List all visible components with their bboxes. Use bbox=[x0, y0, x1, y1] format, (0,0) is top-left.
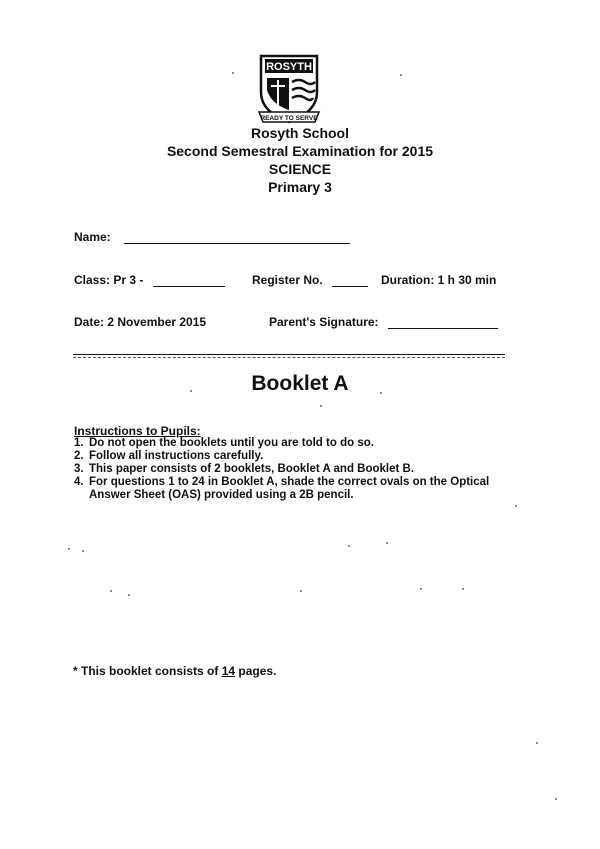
instruction-item bbox=[74, 450, 514, 463]
crest-motto-text: READY TO SERVE bbox=[260, 115, 318, 122]
scan-speck bbox=[68, 548, 70, 550]
instruction-number: 3. bbox=[74, 463, 84, 475]
scan-speck bbox=[386, 542, 388, 544]
class-blank[interactable] bbox=[153, 286, 225, 287]
class-row bbox=[74, 273, 225, 287]
scan-speck bbox=[190, 390, 192, 392]
signature-blank[interactable] bbox=[388, 328, 498, 329]
name-label: Name: bbox=[74, 230, 111, 244]
register-blank[interactable] bbox=[332, 286, 368, 287]
instruction-number: 4. bbox=[74, 476, 84, 488]
scan-speck bbox=[555, 798, 557, 800]
instruction-number: 1. bbox=[74, 437, 84, 449]
scan-speck bbox=[515, 505, 517, 507]
exam-title: Second Semestral Examination for 2015 bbox=[166, 143, 434, 159]
signature-row bbox=[269, 315, 498, 329]
subject-title: SCIENCE bbox=[268, 161, 332, 177]
instruction-item bbox=[74, 437, 514, 450]
scan-speck bbox=[348, 545, 350, 547]
instruction-text: Do not open the booklets until you are told to do so. bbox=[89, 437, 374, 449]
scan-speck bbox=[420, 588, 422, 590]
name-row bbox=[74, 230, 350, 244]
scan-speck bbox=[380, 392, 382, 394]
instruction-text: This paper consists of 2 booklets, Booklet A and Booklet B. bbox=[89, 463, 415, 475]
school-name: Rosyth School bbox=[250, 125, 349, 141]
register-label: Register No. bbox=[252, 273, 323, 287]
scan-speck bbox=[232, 72, 234, 74]
scan-speck bbox=[128, 594, 130, 596]
scan-speck bbox=[320, 405, 322, 407]
divider-line-secondary bbox=[73, 357, 505, 358]
divider-line bbox=[73, 354, 505, 355]
instruction-text: Follow all instructions carefully. bbox=[89, 450, 264, 462]
instruction-item bbox=[74, 463, 514, 476]
instructions-title: Instructions to Pupils: bbox=[74, 424, 201, 438]
instruction-number: 2. bbox=[74, 450, 84, 462]
scan-speck bbox=[400, 74, 402, 76]
page-count-suffix: pages. bbox=[235, 664, 277, 678]
signature-label: Parent's Signature: bbox=[269, 315, 379, 329]
instruction-text: For questions 1 to 24 in Booklet A, shade the correct ovals on the Optical Answer Sheet (OAS) provided using a 2B pencil. bbox=[89, 476, 490, 501]
instruction-item bbox=[74, 476, 514, 502]
class-label: Class: Pr 3 - bbox=[74, 273, 144, 287]
level-title: Primary 3 bbox=[268, 179, 332, 195]
register-row bbox=[252, 273, 368, 287]
duration-text: Duration: 1 h 30 min bbox=[381, 273, 497, 287]
instructions-list bbox=[74, 437, 514, 502]
scan-speck bbox=[82, 550, 84, 552]
scan-speck bbox=[462, 588, 464, 590]
scan-speck bbox=[110, 590, 112, 592]
page-count-prefix: * This booklet consists of bbox=[73, 664, 222, 678]
school-crest-graphic bbox=[257, 50, 321, 130]
page-count-note bbox=[73, 664, 276, 678]
crest-banner-text: ROSYTH bbox=[266, 61, 312, 73]
scan-speck bbox=[536, 742, 538, 744]
date-text: Date: 2 November 2015 bbox=[74, 315, 207, 329]
booklet-title: Booklet A bbox=[251, 372, 349, 395]
page-count-number: 14 bbox=[221, 664, 236, 678]
name-blank[interactable] bbox=[124, 243, 350, 244]
scan-speck bbox=[300, 590, 302, 592]
school-crest bbox=[257, 50, 321, 130]
